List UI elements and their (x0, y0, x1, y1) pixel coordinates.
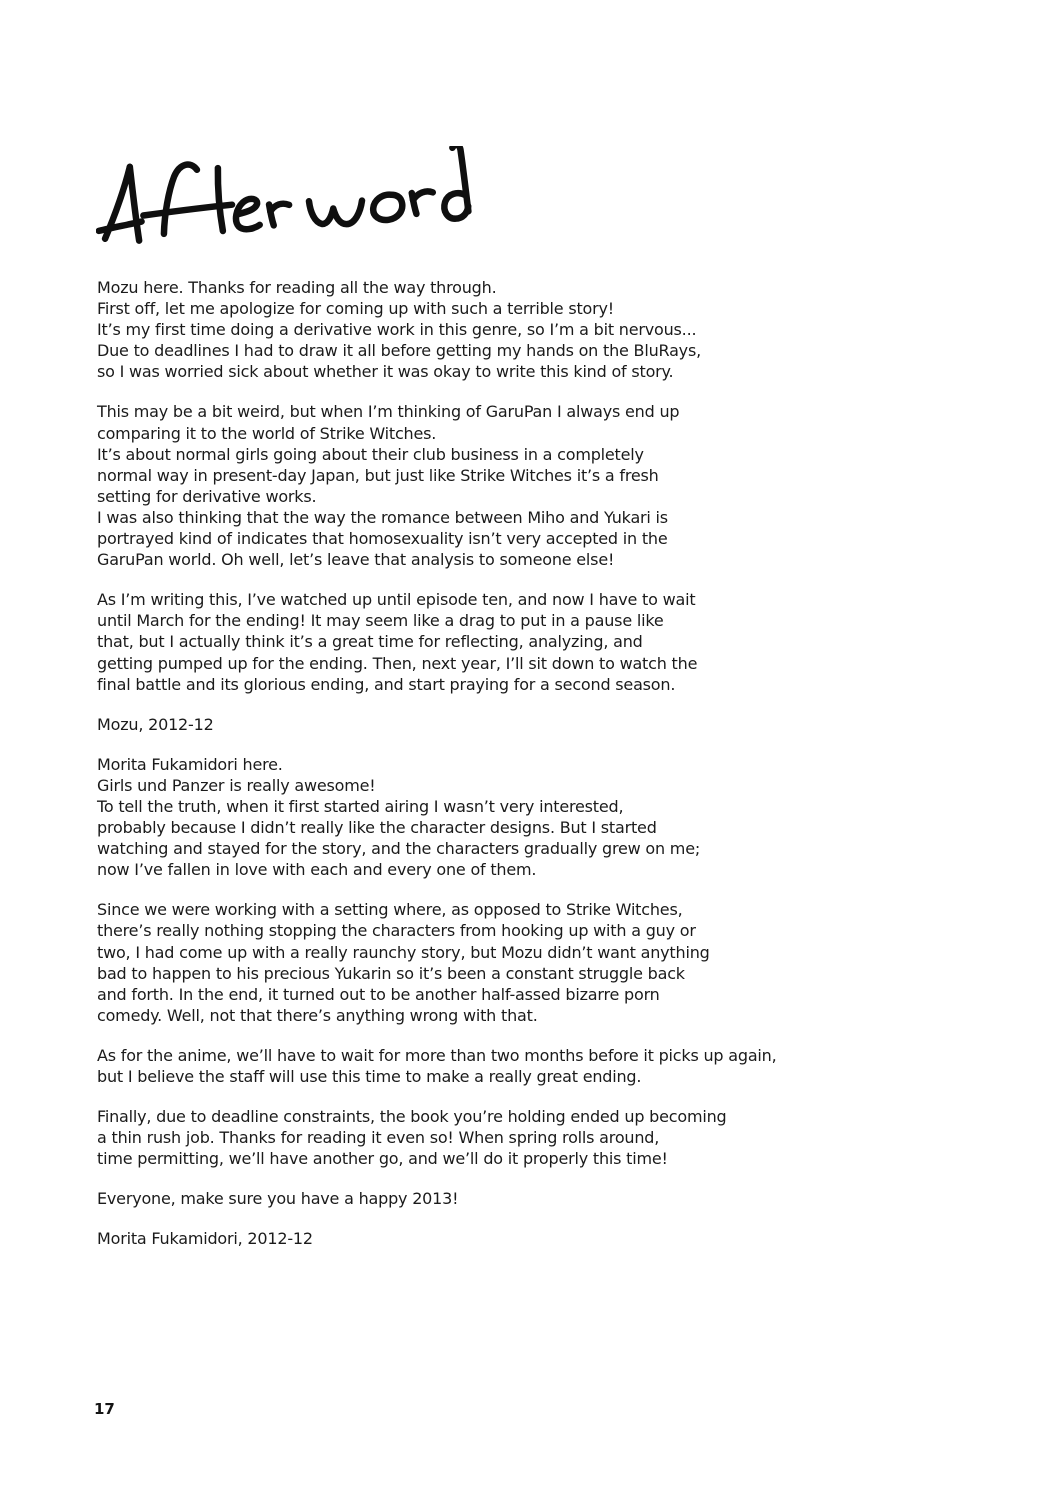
afterword-handwritten-title-art (96, 146, 476, 248)
signature-morita: Morita Fukamidori, 2012-12 (97, 1229, 313, 1249)
paragraph-mozu-intro: Mozu here. Thanks for reading all the way through. First off, let me apologize for coming up with such a terrible story! It’s my first time doing a derivative work in this genre, so I’m a bit nervous... Due to deadlines I had to draw it all before getting my hands on the BluRays, so I was worried sick about whether it was okay to write this kind of story. (97, 278, 701, 382)
afterword-body (97, 277, 857, 1269)
page-number: 17 (94, 1400, 115, 1418)
signature-mozu: Mozu, 2012-12 (97, 714, 214, 734)
paragraph-rush-job: Finally, due to deadline constraints, the book you’re holding ended up becoming a thin rush job. Thanks for reading it even so! When spring rolls around, time permitting, we’ll have another go, and we’ll do it properly this time! (97, 1107, 727, 1169)
paragraph-raunchy-story: Since we were working with a setting where, as opposed to Strike Witches, there’s really nothing stopping the characters from hooking up with a guy or two, I had come up with a really raunchy story, but Mozu didn’t want anything bad to happen to his precious Yukarin so it’s been a constant struggle back and forth. In the end, it turned out to be another half-assed bizarre porn comedy. Well, not that there’s anything wrong with that. (97, 900, 710, 1025)
paragraph-anime-wait: As for the anime, we’ll have to wait for more than two months before it picks up again, but I believe the staff will use this time to make a really great ending. (97, 1045, 777, 1086)
paragraph-happy-2013: Everyone, make sure you have a happy 2013! (97, 1189, 459, 1209)
page-title (96, 146, 476, 256)
paragraph-garupan-strike-witches: This may be a bit weird, but when I’m thinking of GaruPan I always end up comparing it to the world of Strike Witches. It’s about normal girls going about their club business in a completely normal way in present-day Japan, but just like Strike Witches it’s a fresh setting for derivative works. I was also thinking that the way the romance between Miho and Yukari is portrayed kind of indicates that homosexuality isn’t very accepted in the GaruPan world. Oh well, let’s leave that analysis to someone else! (97, 402, 680, 570)
paragraph-morita-intro: Morita Fukamidori here. Girls und Panzer is really awesome! To tell the truth, when it first started airing I wasn’t very interested, probably because I didn’t really like the character designs. But I started watching and stayed for the story, and the characters gradually grew on me; now I’ve fallen in love with each and every one of them. (97, 754, 701, 880)
paragraph-episode-ten: As I’m writing this, I’ve watched up until episode ten, and now I have to wait until March for the ending! It may seem like a drag to put in a pause like that, but I actually think it’s a great time for reflecting, analyzing, and getting pumped up for the ending. Then, next year, I’ll sit down to watch the final battle and its glorious ending, and start praying for a second season. (97, 590, 698, 694)
